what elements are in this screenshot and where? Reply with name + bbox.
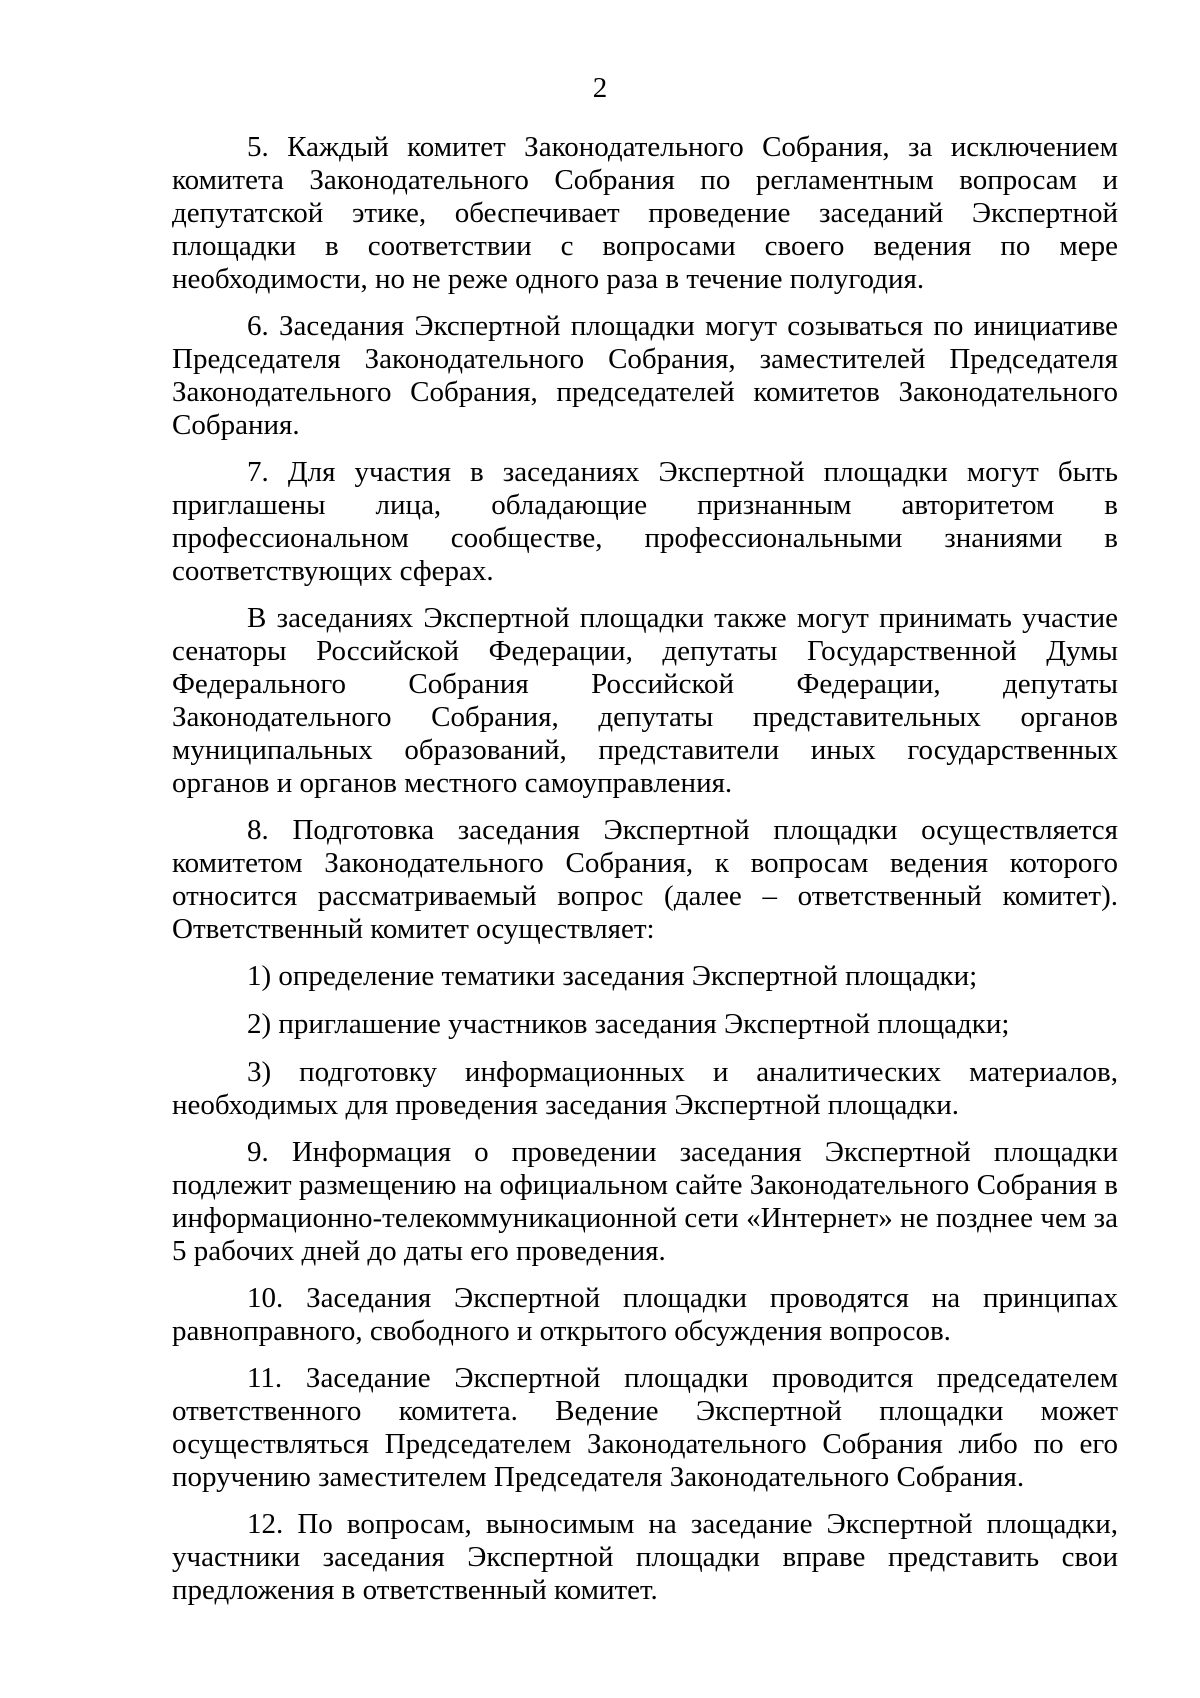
paragraph-9: 9. Информация о проведении заседания Экспертной площадки подлежит размещению на официальном сайте Законодательного Собрания в информационно-телекоммуникационной сети «Интернет» не позднее чем за 5 рабочих дней до даты его проведения. bbox=[172, 1136, 1118, 1267]
page-number: 2 bbox=[592, 72, 608, 104]
paragraph-8-item-2: 2) приглашение участников заседания Экспертной площадки; bbox=[247, 1008, 1010, 1040]
document-body bbox=[172, 131, 1118, 1621]
paragraph-7: 7. Для участия в заседаниях Экспертной площадки могут быть приглашены лица, обладающие признанным авторитетом в профессиональном сообществе, профессиональными знаниями в соответствующих сферах. bbox=[172, 456, 1118, 587]
paragraph-5: 5. Каждый комитет Законодательного Собрания, за исключением комитета Законодательного Собрания по регламентным вопросам и депутатской этике, обеспечивает проведение заседаний Экспертной площадки в соответствии с вопросами своего ведения по мере необходимости, но не реже одного раза в течение полугодия. bbox=[172, 131, 1118, 295]
paragraph-10: 10. Заседания Экспертной площадки проводятся на принципах равноправного, свободного и открытого обсуждения вопросов. bbox=[172, 1282, 1118, 1347]
paragraph-8: 8. Подготовка заседания Экспертной площадки осуществляется комитетом Законодательного Собрания, к вопросам ведения которого относится рассматриваемый вопрос (далее – ответственный комитет). Ответственный комитет осуществляет: bbox=[172, 814, 1118, 945]
paragraph-11: 11. Заседание Экспертной площадки проводится председателем ответственного комитета. Ведение Экспертной площадки может осуществляться Председателем Законодательного Собрания либо по его поручению заместителем Председателя Законодательного Собрания. bbox=[172, 1362, 1118, 1493]
paragraph-8-item-3: 3) подготовку информационных и аналитических материалов, необходимых для проведения заседания Экспертной площадки. bbox=[172, 1056, 1118, 1121]
paragraph-6: 6. Заседания Экспертной площадки могут созываться по инициативе Председателя Законодательного Собрания, заместителей Председателя Законодательного Собрания, председателей комитетов Законодательного Собрания. bbox=[172, 310, 1118, 441]
paragraph-12: 12. По вопросам, выносимым на заседание Экспертной площадки, участники заседания Экспертной площадки вправе представить свои предложения в ответственный комитет. bbox=[172, 1508, 1118, 1606]
paragraph-8-item-1: 1) определение тематики заседания Экспертной площадки; bbox=[247, 960, 978, 992]
paragraph-7-continuation: В заседаниях Экспертной площадки также могут принимать участие сенаторы Российской Федерации, депутаты Государственной Думы Федерального Собрания Российской Федерации, депутаты Законодательного Собрания, депутаты представительных органов муниципальных образований, представители иных государственных органов и органов местного самоуправления. bbox=[172, 602, 1118, 799]
